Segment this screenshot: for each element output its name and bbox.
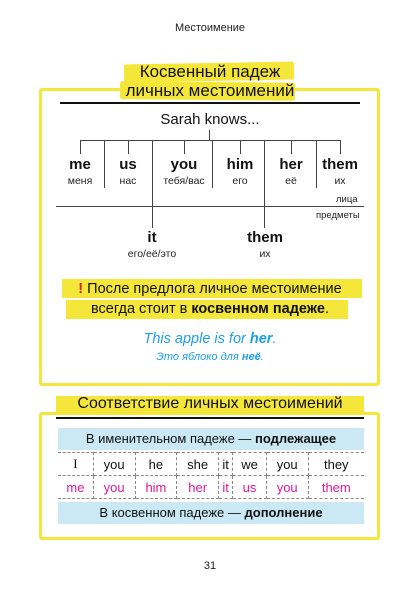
tree-drop (128, 140, 129, 154)
example-english: This apple is for her. (143, 331, 277, 347)
table-row-subject (58, 453, 364, 476)
translation-them: их (334, 175, 346, 187)
title-underline (60, 102, 360, 104)
table-cell: she (177, 453, 219, 476)
warning-line1: ! После предлога личное местоимение (78, 281, 342, 297)
table-cell: it (219, 476, 233, 499)
tree-drop (291, 140, 292, 154)
separator-line (56, 206, 364, 207)
pronoun-table (58, 452, 364, 499)
nominative-bar: В именительном падеже — подлежащее (58, 428, 364, 450)
translation-us: нас (119, 175, 137, 187)
translation-him: его (232, 175, 248, 187)
tree-stem (209, 130, 210, 140)
tree-drop-it (152, 188, 153, 228)
pronoun-them: them (322, 156, 358, 173)
table-cell: us (233, 476, 267, 499)
translation-them-objects: их (259, 248, 271, 260)
table-cell: we (233, 453, 267, 476)
translation-her: её (285, 175, 297, 187)
table-row-object (58, 476, 364, 499)
table-cell: he (135, 453, 177, 476)
translation-it: его/её/это (127, 248, 177, 260)
table-cell: they (308, 453, 364, 476)
title-underline (56, 417, 364, 419)
pronoun-me: me (69, 156, 91, 173)
translation-me: меня (67, 175, 93, 187)
label-persons: лица (336, 194, 358, 205)
tree-drop (80, 140, 81, 154)
table-cell: you (266, 476, 308, 499)
warning-line2: всегда стоит в косвенном падеже. (91, 301, 329, 317)
table-cell: you (93, 453, 135, 476)
table-cell: it (219, 453, 233, 476)
pronoun-her: her (279, 156, 303, 173)
example-russian: Это яблоко для неё. (156, 351, 264, 363)
table-cell: you (266, 453, 308, 476)
exclamation-icon: ! (78, 281, 84, 297)
table-cell: her (177, 476, 219, 499)
section2-title: Соответствие личных местоимений (77, 395, 343, 412)
tree-drop (184, 140, 185, 154)
tree-drop (340, 140, 341, 154)
table-cell: me (58, 476, 93, 499)
page-number: 31 (203, 560, 217, 572)
pronoun-them-objects: them (247, 229, 283, 246)
table-cell: you (93, 476, 135, 499)
tree-drop-them (264, 188, 265, 228)
pronoun-you: you (170, 156, 198, 173)
section-title-line1: Косвенный падеж (139, 62, 281, 81)
pronoun-him: him (226, 156, 254, 173)
section-title-line2: личных местоимений (125, 81, 295, 100)
example-sentence: Sarah knows... (160, 111, 260, 128)
table-cell: I (58, 453, 93, 476)
table-cell: him (135, 476, 177, 499)
objective-bar: В косвенном падеже — дополнение (58, 502, 364, 524)
translation-you: тебя/вас (163, 175, 205, 187)
tree-branch (80, 140, 341, 141)
label-objects: предметы (316, 210, 360, 221)
tree-drop (240, 140, 241, 154)
running-head: Местоимение (174, 22, 246, 34)
pronoun-it: it (147, 229, 157, 246)
pronoun-us: us (119, 156, 137, 173)
table-cell: them (308, 476, 364, 499)
